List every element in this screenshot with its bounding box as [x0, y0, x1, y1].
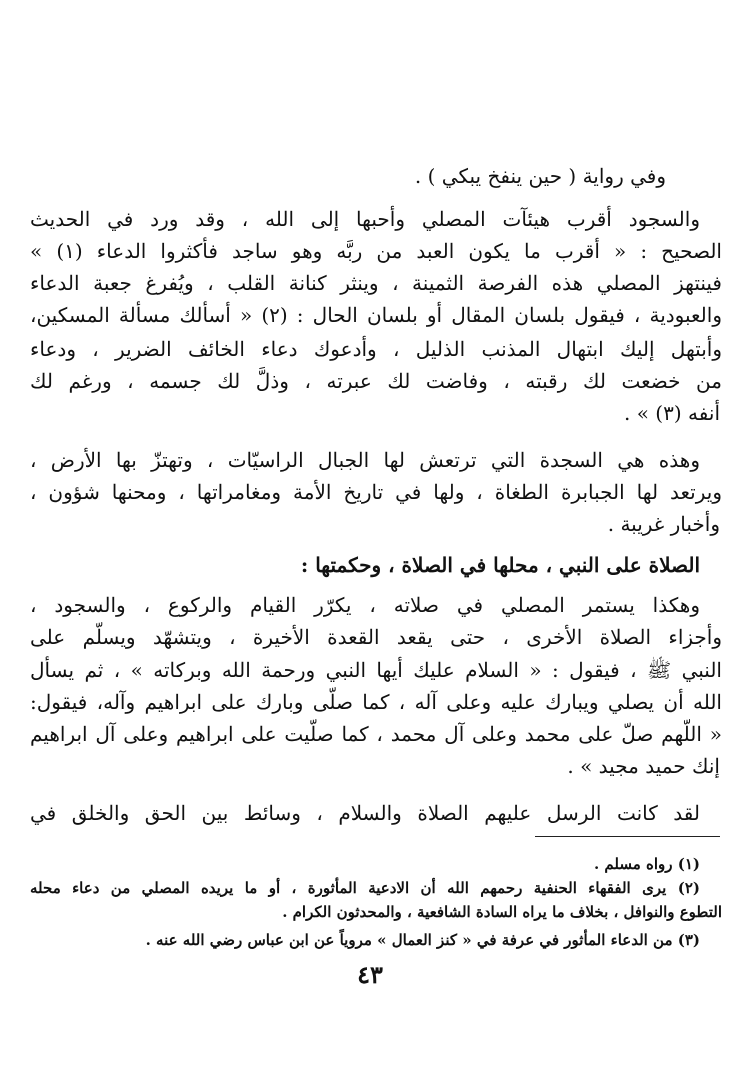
- paragraph-3-line-1: وهكذا يستمر المصلي في صلاته ، يكرّر القيام والركوع ، والسجود ،: [30, 593, 700, 617]
- paragraph-1-line-3: فينتهز المصلي هذه الفرصة الثمينة ، وينثر كنانة القلب ، ويُفرغ جعبة الدعاء: [30, 271, 722, 295]
- paragraph-1-line-1: والسجود أقرب هيئآت المصلي وأحبها إلى الله ، وقد ورد في الحديث: [30, 207, 700, 231]
- paragraph-4-line-1: لقد كانت الرسل عليهم الصلاة والسلام ، وسائط بين الحق والخلق في: [30, 801, 700, 825]
- paragraph-3-line-3: النبي ﷺ ، فيقول : « السلام عليك أيها النبي ورحمة الله وبركاته » ، ثم يسأل: [30, 658, 722, 682]
- paragraph-1-line-2: الصحيح : « أقرب ما يكون العبد من ربَّه وهو ساجد فأكثروا الدعاء (١) »: [30, 239, 722, 263]
- paragraph-3-line-5: « اللّهم صلّ على محمد وعلى آل محمد ، كما صلّيت على ابراهيم وعلى آل ابراهيم: [30, 722, 722, 746]
- footnote-1: (١) رواه مسلم .: [593, 855, 700, 873]
- paragraph-1-line-5: وأبتهل إليك ابتهال المذنب الذليل ، وأدعوك دعاء الخائف الضرير ، ودعاء: [30, 337, 722, 361]
- paragraph-2-line-2: ويرتعد لها الجبابرة الطغاة ، ولها في تاريخ الأمة ومغامراتها ، ومحنها شؤون ،: [30, 480, 722, 504]
- intro-line: وفي رواية ( حين ينفخ يبكي ) .: [414, 164, 666, 188]
- paragraph-2-line-1: وهذه هي السجدة التي ترتعش لها الجبال الراسيّات ، وتهتزّ بها الأرض ،: [30, 448, 700, 472]
- footnote-divider: [535, 836, 720, 837]
- paragraph-2-line-3: وأخبار غريبة .: [607, 512, 720, 536]
- paragraph-1-line-6: من خضعت لك رقبته ، وفاضت لك عبرته ، وذلَّ لك جسمه ، ورغم لك: [30, 369, 722, 393]
- footnote-2-line-1: (٢) يرى الفقهاء الحنفية رحمهم الله أن الادعية المأثورة ، أو ما يريده المصلي من دعاء محله: [30, 879, 700, 897]
- page-number: ٤٣: [357, 960, 383, 989]
- section-heading: الصلاة على النبي ، محلها في الصلاة ، وحكمتها :: [300, 553, 700, 577]
- footnote-3: (٣) من الدعاء المأثور في عرفة في « كنز العمال » مروياً عن ابن عباس رضي الله عنه .: [145, 931, 700, 949]
- footnote-2-line-2: التطوع والنوافل ، بخلاف ما يراه السادة الشافعية ، والمحدثون الكرام .: [282, 903, 722, 921]
- paragraph-3-line-4: الله أن يصلي ويبارك عليه وعلى آله ، كما صلّى وبارك على ابراهيم وآله، فيقول:: [30, 690, 722, 714]
- paragraph-1-line-4: والعبودية ، فيقول بلسان المقال أو بلسان الحال : (٢) « أسألك مسألة المسكين،: [30, 303, 722, 327]
- paragraph-3-line-6: إنك حميد مجيد » .: [567, 754, 720, 778]
- paragraph-3-line-2: وأجزاء الصلاة الأخرى ، حتى يقعد القعدة الأخيرة ، ويتشهّد ويسلّم على: [30, 625, 722, 649]
- paragraph-1-line-7: أنفه (٣) » .: [624, 401, 720, 425]
